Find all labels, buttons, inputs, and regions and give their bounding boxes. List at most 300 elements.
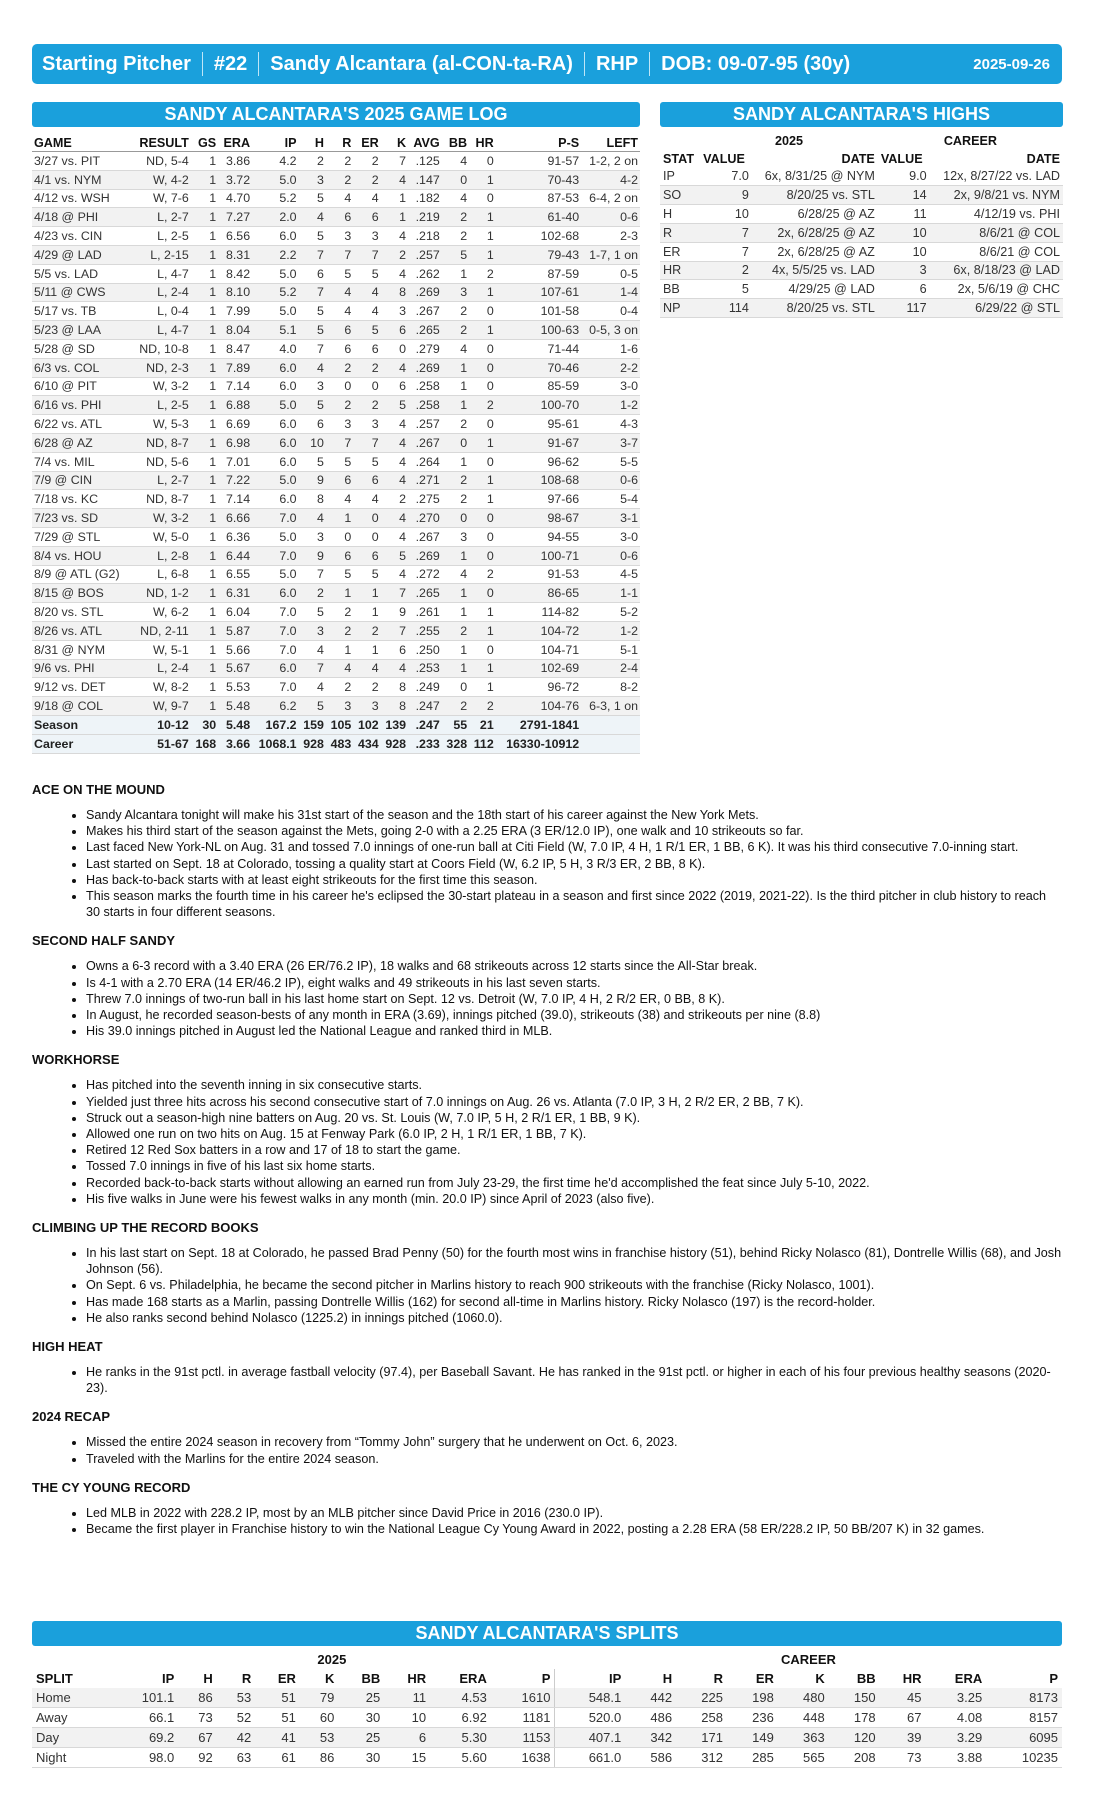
game-log-cell: 2 (299, 152, 326, 171)
game-log-cell: 6.31 (218, 584, 252, 603)
game-log-cell: 0 (469, 377, 496, 396)
highs-cell: 2x, 6/28/25 @ AZ (752, 223, 878, 242)
game-log-cell: 7 (381, 584, 408, 603)
game-log-cell: L, 2-5 (131, 227, 190, 246)
game-log-cell: 9/18 @ COL (32, 697, 131, 716)
game-log-row (32, 415, 640, 434)
splits-cell: 8173 (986, 1688, 1062, 1708)
game-log-cell: 2.0 (252, 208, 298, 227)
splits-title: SANDY ALCANTARA'S SPLITS (32, 1621, 1062, 1646)
game-log-cell: 4/23 vs. CIN (32, 227, 131, 246)
game-log-cell: 6.66 (218, 509, 252, 528)
game-log-cell: 1 (191, 621, 218, 640)
splits-cell: 86 (300, 1748, 338, 1768)
game-log-cell: 3.66 (218, 734, 252, 753)
game-log-column-header: IP (252, 134, 298, 152)
game-log-cell: 5-5 (581, 452, 640, 471)
game-log-cell: 1 (191, 415, 218, 434)
game-log-cell: .258 (408, 377, 442, 396)
notes-item: • Allowed one run on two hits on Aug. 15 at Fenway Park (6.0 IP, 2 H, 1 R/1 ER, 1 BB, 7 K). (86, 1126, 1062, 1142)
game-log-cell: 6/10 @ PIT (32, 377, 131, 396)
game-log-cell: 3/27 vs. PIT (32, 152, 131, 171)
game-log-cell: 0 (353, 377, 380, 396)
splits-cell: 98.0 (109, 1748, 178, 1768)
splits-cell: 63 (217, 1748, 255, 1768)
game-log-cell: 2 (381, 490, 408, 509)
game-log-cell: L, 4-7 (131, 264, 190, 283)
game-log-cell: .271 (408, 471, 442, 490)
game-log-cell: 8 (381, 697, 408, 716)
game-log-cell: 1-2, 2 on (581, 152, 640, 171)
game-log-row (32, 433, 640, 452)
game-log-cell: 0-5, 3 on (581, 321, 640, 340)
game-log-cell: 107-61 (496, 283, 581, 302)
highs-column-header: DATE (1026, 151, 1060, 166)
game-log-cell: 5.66 (218, 640, 252, 659)
game-log-cell: 3-0 (581, 527, 640, 546)
game-log-cell: 1 (191, 189, 218, 208)
game-log-cell: W, 9-7 (131, 697, 190, 716)
game-log-cell: 4 (381, 509, 408, 528)
game-log-cell: 6.2 (252, 697, 298, 716)
game-log-cell: 1 (469, 227, 496, 246)
splits-row (32, 1728, 1062, 1748)
game-log-cell: 1 (191, 452, 218, 471)
game-log-cell: .265 (408, 321, 442, 340)
game-log-row (32, 471, 640, 490)
game-log-cell: 3.86 (218, 152, 252, 171)
game-log-cell: 0 (442, 509, 469, 528)
game-log-cell: ND, 8-7 (131, 433, 190, 452)
game-log-cell: 1 (191, 527, 218, 546)
game-log-cell: 1 (191, 245, 218, 264)
game-log-cell: 3-1 (581, 509, 640, 528)
game-log-cell: 7.22 (218, 471, 252, 490)
game-log-cell: 6/28 @ AZ (32, 433, 131, 452)
game-log-cell: 94-55 (496, 527, 581, 546)
splits-cell: 565 (778, 1748, 829, 1768)
game-log-cell: 928 (381, 734, 408, 753)
highs-cell: 6/29/22 @ STL (930, 299, 1063, 318)
splits-cell: 11 (384, 1688, 430, 1708)
game-log-cell: 104-76 (496, 697, 581, 716)
game-log-cell: 3 (442, 283, 469, 302)
game-log-row (32, 565, 640, 584)
game-log-cell: 6 (353, 339, 380, 358)
game-log-cell: 8-2 (581, 678, 640, 697)
game-log-cell: .233 (408, 734, 442, 753)
game-log-cell: 1 (442, 452, 469, 471)
game-log-cell: 5.2 (252, 189, 298, 208)
splits-cell: 3.29 (926, 1728, 987, 1748)
game-log-cell: ND, 2-11 (131, 621, 190, 640)
game-log-cell: 5 (326, 264, 353, 283)
game-log-cell: 0 (469, 527, 496, 546)
splits-row (32, 1688, 1062, 1708)
highs-cell: 2 (700, 261, 752, 280)
game-log-row (32, 527, 640, 546)
game-log-cell: .257 (408, 245, 442, 264)
game-log-cell: 3 (353, 415, 380, 434)
game-log-cell: 4 (442, 152, 469, 171)
game-log-cell: 1 (442, 584, 469, 603)
game-log-cell: 0 (469, 452, 496, 471)
game-log-cell: 3 (299, 170, 326, 189)
game-log-cell: 1-7, 1 on (581, 245, 640, 264)
game-log-cell: 0 (469, 189, 496, 208)
highs-cell: 10 (878, 223, 930, 242)
game-log-column-header: HR (469, 134, 496, 152)
game-log-cell: 1 (442, 264, 469, 283)
highs-title: SANDY ALCANTARA'S HIGHS (660, 102, 1063, 127)
splits-cell: 10235 (986, 1748, 1062, 1768)
game-log-cell: 5 (299, 603, 326, 622)
splits-cell: 586 (625, 1748, 676, 1768)
game-log-cell: 0 (469, 584, 496, 603)
game-log-cell: 30 (191, 715, 218, 734)
splits-cell: 486 (625, 1708, 676, 1728)
game-log-row (32, 321, 640, 340)
highs-cell: 6x, 8/18/23 @ LAD (930, 261, 1063, 280)
splits-cell: 661.0 (555, 1748, 625, 1768)
game-log-cell: 7/29 @ STL (32, 527, 131, 546)
splits-group-blank (32, 1650, 109, 1669)
game-log-title: SANDY ALCANTARA'S 2025 GAME LOG (32, 102, 640, 127)
notes-heading: WORKHORSE (32, 1052, 120, 1068)
game-log-cell: 4 (326, 283, 353, 302)
notes-heading: ACE ON THE MOUND (32, 782, 165, 797)
game-log-row (32, 283, 640, 302)
notes-item: • Missed the entire 2024 season in recovery from “Tommy John” surgery that he underwent on Oct. 6, 2023. (86, 1434, 1062, 1450)
game-log-cell: 0 (381, 339, 408, 358)
game-log-cell: 1 (442, 546, 469, 565)
notes-heading: HIGH HEAT (32, 1339, 103, 1355)
game-log-cell: 6 (299, 264, 326, 283)
game-log-cell: 98-67 (496, 509, 581, 528)
game-log-cell: 2 (353, 358, 380, 377)
game-log-season-row (32, 715, 640, 734)
notes-item: • Has back-to-back starts with at least eight strikeouts for the first time this season. (86, 872, 1062, 888)
game-log-cell: 2 (442, 227, 469, 246)
game-log-row (32, 697, 640, 716)
game-log-cell: 9 (381, 603, 408, 622)
game-log-cell: 9/6 vs. PHI (32, 659, 131, 678)
game-log-cell: .270 (408, 509, 442, 528)
game-log-cell: .219 (408, 208, 442, 227)
game-log-cell: 1 (326, 509, 353, 528)
game-log-cell: 1 (191, 584, 218, 603)
game-log-row (32, 490, 640, 509)
game-log-cell: 4/18 @ PHI (32, 208, 131, 227)
game-log-cell: 7.0 (252, 678, 298, 697)
game-log-cell: 4 (381, 565, 408, 584)
game-log-cell: 6 (381, 377, 408, 396)
game-log-cell: 5-1 (581, 640, 640, 659)
game-log-cell: 3 (442, 527, 469, 546)
splits-cell: 73 (880, 1748, 926, 1768)
notes-list (32, 1434, 1062, 1466)
game-log-cell: 434 (353, 734, 380, 753)
game-log-cell: 6 (353, 546, 380, 565)
game-log-cell: 7 (381, 621, 408, 640)
notes-item: • Became the first player in Franchise history to win the National League Cy Young Award in 2022, posting a 2.28 ERA (58 ER/228.2 IP, 50 BB/207 K) in 32 games. (86, 1521, 1062, 1537)
game-log-cell: 102-68 (496, 227, 581, 246)
game-log-cell: 2-4 (581, 659, 640, 678)
game-log-cell (581, 734, 640, 753)
game-log-cell: 1 (191, 697, 218, 716)
notes-item: • Is 4-1 with a 2.70 ERA (14 ER/46.2 IP), eight walks and 49 strikeouts in his last seven starts. (86, 975, 1062, 991)
game-log-row (32, 227, 640, 246)
game-log-cell: .264 (408, 452, 442, 471)
game-log-cell: 112 (469, 734, 496, 753)
game-log-row (32, 264, 640, 283)
game-log-cell: 1 (442, 603, 469, 622)
splits-column-header: BB (361, 1671, 381, 1686)
game-log-cell: 4.0 (252, 339, 298, 358)
game-log-cell: 5.2 (252, 283, 298, 302)
game-log-cell: W, 4-2 (131, 170, 190, 189)
splits-cell: 178 (829, 1708, 880, 1728)
highs-cell: ER (660, 242, 700, 261)
game-log-cell: .250 (408, 640, 442, 659)
game-log-cell: 2 (326, 170, 353, 189)
game-log-cell: 5.48 (218, 697, 252, 716)
game-log-cell: 9 (299, 471, 326, 490)
game-log-cell: 1 (191, 227, 218, 246)
game-log-cell: .261 (408, 603, 442, 622)
game-log-cell: L, 2-4 (131, 283, 190, 302)
game-log-cell: 2.2 (252, 245, 298, 264)
splits-cell: 66.1 (109, 1708, 178, 1728)
highs-row (660, 205, 1063, 224)
notes-item: • He ranks in the 91st pctl. in average fastball velocity (97.4), per Baseball Savant. He has ranked in the 91st pctl. or higher in each of his four previous healthy seasons (2020-23). (86, 1364, 1062, 1396)
game-log-cell: 6 (381, 321, 408, 340)
game-log-cell: 1 (442, 377, 469, 396)
game-log-cell: 8.47 (218, 339, 252, 358)
game-log-cell: 96-62 (496, 452, 581, 471)
splits-cell: 4.08 (926, 1708, 987, 1728)
game-log-cell: 1 (469, 433, 496, 452)
game-log-header-row (32, 134, 640, 152)
game-log-cell: 1 (191, 339, 218, 358)
game-log-row (32, 546, 640, 565)
game-log-cell: 7.0 (252, 621, 298, 640)
game-log-cell: 1 (191, 546, 218, 565)
game-log-cell: 104-72 (496, 621, 581, 640)
game-log-cell: 2 (353, 396, 380, 415)
game-log-cell: 5.1 (252, 321, 298, 340)
highs-cell: 2x, 5/6/19 @ CHC (930, 280, 1063, 299)
notes-item: • Threw 7.0 innings of two-run ball in his last home start on Sept. 12 vs. Detroit (W, 7.0 IP, 4 H, 2 R/2 ER, 0 BB, 8 K). (86, 991, 1062, 1007)
splits-cell: 101.1 (109, 1688, 178, 1708)
game-log-cell: 2 (353, 170, 380, 189)
notes-heading: 2024 RECAP (32, 1409, 111, 1425)
game-log-cell: 4 (299, 509, 326, 528)
game-log-cell: 1 (469, 659, 496, 678)
game-log-cell: 2 (326, 152, 353, 171)
game-log-cell: 5 (353, 565, 380, 584)
splits-cell: 25 (338, 1688, 384, 1708)
highs-cell: 7 (700, 242, 752, 261)
game-log-cell: 3 (326, 415, 353, 434)
highs-body (660, 168, 1063, 318)
game-log-cell: 5 (353, 452, 380, 471)
highs-column-header: VALUE (880, 151, 923, 166)
splits-column-header: HR (902, 1671, 922, 1686)
notes-item: • Owns a 6-3 record with a 3.40 ERA (26 ER/76.2 IP), 18 walks and 68 strikeouts across 12 starts since the All-Star break. (86, 958, 1062, 974)
splits-cell: Night (32, 1748, 109, 1768)
game-log-cell: 8 (381, 678, 408, 697)
game-log-cell: 1 (353, 640, 380, 659)
game-log-cell: 4 (381, 170, 408, 189)
game-log-row (32, 396, 640, 415)
notes-item: • Sandy Alcantara tonight will make his 31st start of the season and the 18th start of his career against the New York Mets. (86, 807, 1062, 823)
game-log-cell: 5.0 (252, 396, 298, 415)
highs-cell: SO (660, 186, 700, 205)
splits-column-header: BB (856, 1671, 876, 1686)
game-log-cell: 4 (381, 659, 408, 678)
game-log-cell: 61-40 (496, 208, 581, 227)
game-log-cell: 5 (299, 227, 326, 246)
game-log-cell: .247 (408, 715, 442, 734)
highs-cell: 4/12/19 vs. PHI (930, 205, 1063, 224)
game-log-cell: 7.0 (252, 640, 298, 659)
highs-row (660, 223, 1063, 242)
game-log-cell: 8.10 (218, 283, 252, 302)
game-log-cell: 7 (353, 245, 380, 264)
game-log-cell: 5 (299, 396, 326, 415)
game-log-cell: W, 6-2 (131, 603, 190, 622)
game-log-cell: 0-6 (581, 208, 640, 227)
splits-column-header: P (1049, 1671, 1058, 1686)
game-log-column-header: LEFT (581, 134, 640, 152)
game-log-cell: 6 (326, 208, 353, 227)
banner-dob: DOB: 09-07-95 (30y) (661, 52, 851, 75)
game-log-cell: 1-1 (581, 584, 640, 603)
splits-cell: 25 (338, 1728, 384, 1748)
game-log-cell: 105 (326, 715, 353, 734)
notes-heading: THE CY YOUNG RECORD (32, 1479, 191, 1495)
splits-cell: 51 (255, 1708, 300, 1728)
splits-cell: 5.60 (430, 1748, 491, 1768)
game-log-cell: 5-2 (581, 603, 640, 622)
splits-column-header: IP (555, 1669, 625, 1688)
game-log-cell: 96-72 (496, 678, 581, 697)
game-log-cell: 6 (353, 208, 380, 227)
header-banner (32, 44, 1062, 84)
game-log-cell: 87-59 (496, 264, 581, 283)
game-log-cell: 4/1 vs. NYM (32, 170, 131, 189)
game-log-cell: 6.98 (218, 433, 252, 452)
game-log-cell: ND, 2-3 (131, 358, 190, 377)
game-log-cell: 4.70 (218, 189, 252, 208)
game-log-cell: .267 (408, 527, 442, 546)
game-log-row (32, 358, 640, 377)
splits-row (32, 1748, 1062, 1768)
notes-heading: SECOND HALF SANDY (32, 933, 176, 949)
game-log-cell: 6.0 (252, 659, 298, 678)
splits-cell: 4.53 (430, 1688, 491, 1708)
game-log-cell: 7.0 (252, 603, 298, 622)
game-log-cell: .275 (408, 490, 442, 509)
game-log-cell: 1 (191, 321, 218, 340)
highs-cell: 8/6/21 @ COL (930, 223, 1063, 242)
game-log-cell: 1 (191, 152, 218, 171)
game-log-column-header: ER (353, 134, 380, 152)
splits-cell: 92 (178, 1748, 216, 1768)
game-log-column-header: P-S (496, 134, 581, 152)
notes-item: • This season marks the fourth time in his career he's eclipsed the 30-start plateau in a season and first since 2022 (2019, 2021-22). Is the third pitcher in club history to reach 30 starts in four different seasons. (86, 888, 1062, 920)
game-log-cell: 2 (469, 697, 496, 716)
game-log-row (32, 678, 640, 697)
splits-column-header: HR (407, 1671, 427, 1686)
splits-cell: 407.1 (555, 1728, 625, 1748)
game-log-cell: 4.2 (252, 152, 298, 171)
game-log-cell: 8 (299, 490, 326, 509)
highs-cell: 10 (700, 205, 752, 224)
game-log-cell: L, 2-4 (131, 659, 190, 678)
notes-item: • Struck out a season-high nine batters on Aug. 20 vs. St. Louis (W, 7.0 IP, 5 H, 2 R/1 ER, 1 BB, 9 K). (86, 1110, 1062, 1126)
game-log-cell: 7 (353, 433, 380, 452)
game-log-cell: 0 (442, 678, 469, 697)
splits-column-header: SPLIT (36, 1671, 73, 1686)
highs-cell: 9.0 (878, 168, 930, 186)
game-log-cell: 70-46 (496, 358, 581, 377)
game-log-cell: 1 (469, 471, 496, 490)
splits-cell: 30 (338, 1708, 384, 1728)
game-log-cell: 4 (299, 678, 326, 697)
notes-heading: CLIMBING UP THE RECORD BOOKS (32, 1220, 259, 1236)
game-log-cell: 91-57 (496, 152, 581, 171)
highs-cell: 2x, 6/28/25 @ AZ (752, 242, 878, 261)
game-log-cell: 0 (469, 302, 496, 321)
notes-item: • Has made 168 starts as a Marlin, passing Dontrelle Willis (162) for second all-time in Marlins history. Ricky Nolasco (197) is the record-holder. (86, 1294, 1062, 1310)
game-log-column-header: RESULT (131, 134, 190, 152)
game-log-cell: 6 (326, 471, 353, 490)
game-log-cell: 0 (469, 640, 496, 659)
splits-cell: 171 (676, 1728, 727, 1748)
highs-row (660, 299, 1063, 318)
game-log-cell: 5.67 (218, 659, 252, 678)
notes-item: • In his last start on Sept. 18 at Colorado, he passed Brad Penny (50) for the fourth most wins in franchise history (51), behind Ricky Nolasco (81), Dontrelle Willis (68), and Josh Johnson (56). (86, 1245, 1062, 1277)
game-log-cell: 139 (381, 715, 408, 734)
game-log-cell: 4-2 (581, 170, 640, 189)
game-log-cell: 2 (353, 152, 380, 171)
game-log-cell: L, 2-8 (131, 546, 190, 565)
game-log-cell: 3 (299, 621, 326, 640)
game-log-cell: .265 (408, 584, 442, 603)
highs-cell: 8/20/25 vs. STL (752, 186, 878, 205)
game-log-cell: 0 (469, 358, 496, 377)
highs-row (660, 186, 1063, 205)
game-log-cell: 5 (353, 264, 380, 283)
game-log-cell: 16330-10912 (496, 734, 581, 753)
game-log-cell: 6 (353, 471, 380, 490)
game-log-cell: 4-5 (581, 565, 640, 584)
banner-number: #22 (213, 52, 248, 75)
notes-item: • He also ranks second behind Nolasco (1225.2) in innings pitched (1060.0). (86, 1310, 1062, 1326)
highs-cell: 114 (700, 299, 752, 318)
game-log-cell: 2 (469, 565, 496, 584)
game-log-cell: 2 (442, 471, 469, 490)
splits-cell: 5.30 (430, 1728, 491, 1748)
game-log-cell: Season (32, 715, 131, 734)
game-log-table (32, 134, 640, 754)
game-log-cell: 1 (191, 678, 218, 697)
game-log-cell: 3 (326, 697, 353, 716)
game-log-cell: .262 (408, 264, 442, 283)
highs-group-blank (660, 132, 700, 150)
